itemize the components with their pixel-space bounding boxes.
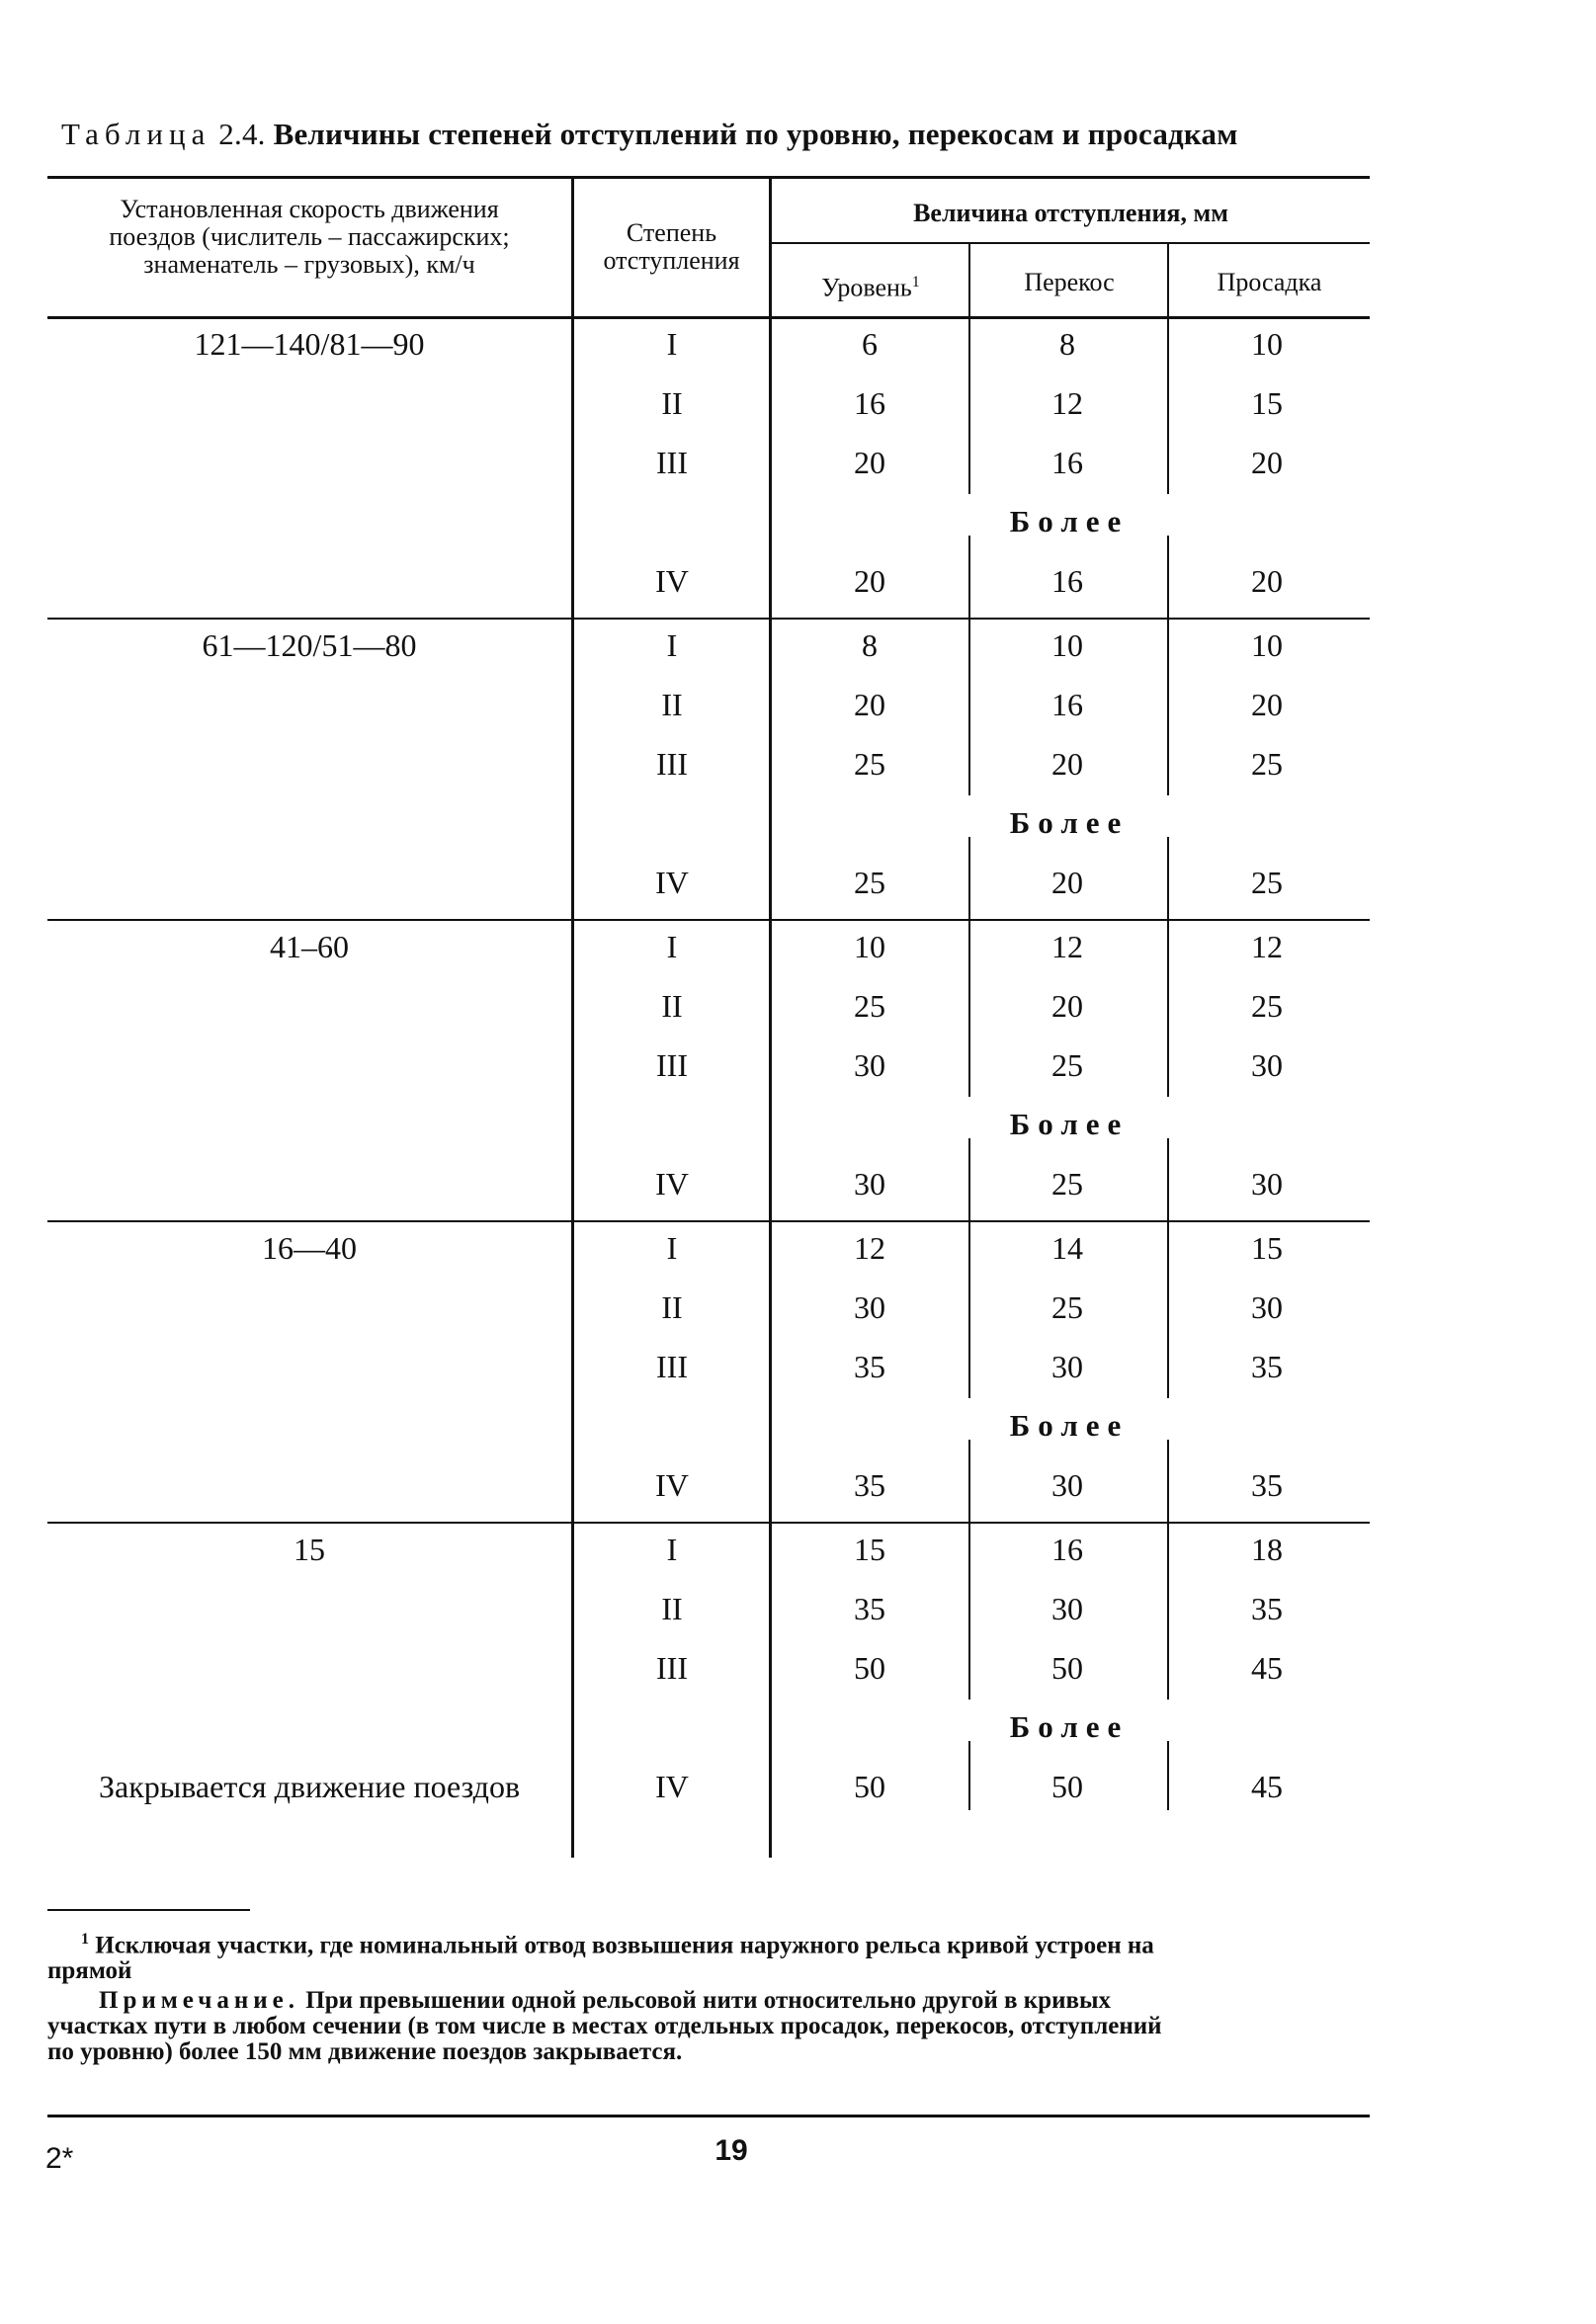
table-caption	[61, 117, 1376, 152]
header-bottom-rule	[47, 316, 1370, 319]
sag-cell: 45	[1251, 1650, 1283, 1686]
degree-cell: I	[666, 1230, 678, 1266]
header-speed-line: поездов (числитель – пассажирских;	[109, 222, 510, 251]
value-column-divider	[1167, 1138, 1169, 1220]
skew-cell: 20	[1051, 746, 1083, 782]
degree-cell: III	[656, 445, 688, 480]
skew-cell: 20	[1051, 988, 1083, 1024]
degree-cell: III	[656, 746, 688, 782]
value-column-divider	[1167, 1440, 1169, 1522]
skew-cell: 16	[1051, 445, 1083, 480]
sag-cell: 18	[1251, 1532, 1283, 1567]
level-cell: 20	[854, 687, 885, 722]
header-degree-line: Степень	[626, 218, 717, 247]
more-than-label: Более	[1009, 1709, 1130, 1744]
value-column-divider	[968, 1440, 970, 1522]
skew-cell: 25	[1051, 1166, 1083, 1202]
value-column-divider	[968, 1522, 970, 1700]
value-column-divider	[968, 837, 970, 919]
level-cell: 8	[862, 627, 878, 663]
page-number: 19	[714, 2134, 748, 2167]
footnote	[47, 1927, 1372, 1984]
level-cell: 25	[854, 988, 885, 1024]
value-column-divider	[1167, 1741, 1169, 1810]
header-sag: Просадка	[1217, 268, 1322, 296]
footnote-rule	[47, 1909, 250, 1911]
sag-cell: 10	[1251, 627, 1283, 663]
sag-cell: 35	[1251, 1349, 1283, 1384]
traffic-closed-note: Закрывается движение поездов	[98, 1769, 521, 1804]
note-label: Примечание.	[99, 1987, 300, 2014]
value-column-divider	[968, 919, 970, 1097]
speed-range: 121—140/81—90	[194, 326, 425, 362]
sag-cell: 35	[1251, 1591, 1283, 1626]
group-separator	[47, 618, 1370, 620]
degree-cell: II	[661, 988, 683, 1024]
value-column-divider	[968, 1741, 970, 1810]
speed-column-divider	[571, 178, 574, 1858]
note-line: по уровню) более 150 мм движение поездов закрывается.	[47, 2038, 683, 2065]
skew-cell: 14	[1051, 1230, 1083, 1266]
group-separator	[47, 919, 1370, 921]
more-than-label: Более	[1009, 504, 1130, 539]
note-text: При превышении одной рельсовой нити относительно другой в кривых	[305, 1987, 1112, 2014]
sag-cell: 25	[1251, 988, 1283, 1024]
value-column-divider	[1167, 618, 1169, 795]
level-cell: 35	[854, 1349, 885, 1384]
level-cell: 25	[854, 746, 885, 782]
skew-cell: 25	[1051, 1289, 1083, 1325]
caption-label: Таблица	[61, 117, 211, 151]
sag-cell: 30	[1251, 1166, 1283, 1202]
degree-cell: III	[656, 1349, 688, 1384]
level-cell: 10	[854, 929, 885, 964]
speed-range: 16—40	[262, 1230, 357, 1266]
skew-cell: 20	[1051, 865, 1083, 900]
degree-cell: I	[666, 326, 678, 362]
header-mid-rule	[769, 242, 1370, 244]
degree-cell: I	[666, 627, 678, 663]
header-speed	[47, 196, 571, 279]
sag-cell: 30	[1251, 1047, 1283, 1083]
group-separator	[47, 1220, 1370, 1222]
value-column-divider	[968, 1220, 970, 1398]
level-cell: 30	[854, 1047, 885, 1083]
footnote-line	[47, 1927, 1372, 1958]
degree-cell: III	[656, 1047, 688, 1083]
value-column-divider	[968, 1138, 970, 1220]
skew-cell: 16	[1051, 563, 1083, 599]
skew-cell: 30	[1051, 1349, 1083, 1384]
level-cell: 25	[854, 865, 885, 900]
level-cell: 35	[854, 1591, 885, 1626]
speed-range: 61—120/51—80	[202, 627, 417, 663]
header-level-text: Уровень	[821, 273, 912, 302]
speed-range: 15	[294, 1532, 325, 1567]
caption-number: 2.4.	[218, 117, 266, 151]
footnote-mark: 1	[81, 1931, 89, 1948]
skew-cell: 30	[1051, 1591, 1083, 1626]
header-speed-line: Установленная скорость движения	[120, 195, 499, 223]
level-cell: 30	[854, 1289, 885, 1325]
sag-cell: 12	[1251, 929, 1283, 964]
sag-cell: 45	[1251, 1769, 1283, 1804]
header-level-footnote-mark: 1	[911, 274, 920, 290]
level-cell: 16	[854, 385, 885, 421]
value-column-divider	[1167, 536, 1169, 618]
level-cell: 20	[854, 563, 885, 599]
degree-cell: IV	[655, 1166, 689, 1202]
skew-cell: 25	[1051, 1047, 1083, 1083]
skew-cell: 16	[1051, 687, 1083, 722]
value-column-divider	[1167, 1522, 1169, 1700]
degree-cell: IV	[655, 563, 689, 599]
speed-range: 41–60	[270, 929, 349, 964]
header-speed-line: знаменатель – грузовых), км/ч	[143, 250, 475, 279]
value-column-divider	[1167, 837, 1169, 919]
degree-column-divider	[769, 178, 772, 1858]
header-degree-line: отступления	[603, 246, 740, 275]
skew-cell: 30	[1051, 1467, 1083, 1503]
note	[47, 1988, 1372, 2065]
more-than-label: Более	[1009, 1107, 1130, 1141]
skew-cell: 10	[1051, 627, 1083, 663]
value-column-divider	[968, 618, 970, 795]
more-than-label: Более	[1009, 805, 1130, 840]
footnote-text: Исключая участки, где номинальный отвод возвышения наружного рельса кривой устроен на	[95, 1932, 1154, 1959]
value-column-divider	[968, 536, 970, 618]
degree-cell: IV	[655, 1467, 689, 1503]
sag-cell: 25	[1251, 746, 1283, 782]
sag-cell: 20	[1251, 563, 1283, 599]
sag-cell: 25	[1251, 865, 1283, 900]
group-separator	[47, 1522, 1370, 1524]
table-top-rule	[47, 176, 1370, 179]
level-cell: 12	[854, 1230, 885, 1266]
level-cell: 20	[854, 445, 885, 480]
value-column-divider	[1167, 919, 1169, 1097]
skew-cell: 12	[1051, 929, 1083, 964]
level-cell: 6	[862, 326, 878, 362]
signature-mark: 2*	[45, 2142, 74, 2175]
sag-cell: 30	[1251, 1289, 1283, 1325]
sag-cell: 20	[1251, 445, 1283, 480]
degree-cell: I	[666, 929, 678, 964]
degree-cell: III	[656, 1650, 688, 1686]
degree-cell: IV	[655, 1769, 689, 1804]
note-line	[47, 1988, 1372, 2014]
sag-cell: 15	[1251, 1230, 1283, 1266]
page-bottom-rule	[47, 2115, 1370, 2117]
degree-cell: II	[661, 1289, 683, 1325]
sag-cell: 20	[1251, 687, 1283, 722]
degree-cell: I	[666, 1532, 678, 1567]
header-magnitude: Величина отступления, мм	[913, 199, 1228, 227]
degree-cell: II	[661, 385, 683, 421]
degree-cell: IV	[655, 865, 689, 900]
skew-cell: 12	[1051, 385, 1083, 421]
degree-cell: II	[661, 687, 683, 722]
more-than-label: Более	[1009, 1408, 1130, 1443]
header-degree	[574, 219, 769, 275]
value-column-divider	[1167, 1220, 1169, 1398]
skew-cell: 16	[1051, 1532, 1083, 1567]
level-cell: 30	[854, 1166, 885, 1202]
degree-cell: II	[661, 1591, 683, 1626]
skew-cell: 50	[1051, 1650, 1083, 1686]
level-cell: 50	[854, 1650, 885, 1686]
skew-cell: 50	[1051, 1769, 1083, 1804]
note-line: участках пути в любом сечении (в том числе в местах отдельных просадок, перекосов, отступлений	[47, 2013, 1162, 2039]
header-skew: Перекос	[1024, 268, 1115, 296]
caption-title: Величины степеней отступлений по уровню, перекосам и просадкам	[273, 117, 1238, 151]
header-level	[772, 269, 969, 302]
skew-cell: 8	[1059, 326, 1075, 362]
sag-cell: 35	[1251, 1467, 1283, 1503]
level-cell: 50	[854, 1769, 885, 1804]
level-cell: 15	[854, 1532, 885, 1567]
level-cell: 35	[854, 1467, 885, 1503]
sag-cell: 10	[1251, 326, 1283, 362]
footnote-line: прямой	[47, 1957, 132, 1985]
sag-cell: 15	[1251, 385, 1283, 421]
